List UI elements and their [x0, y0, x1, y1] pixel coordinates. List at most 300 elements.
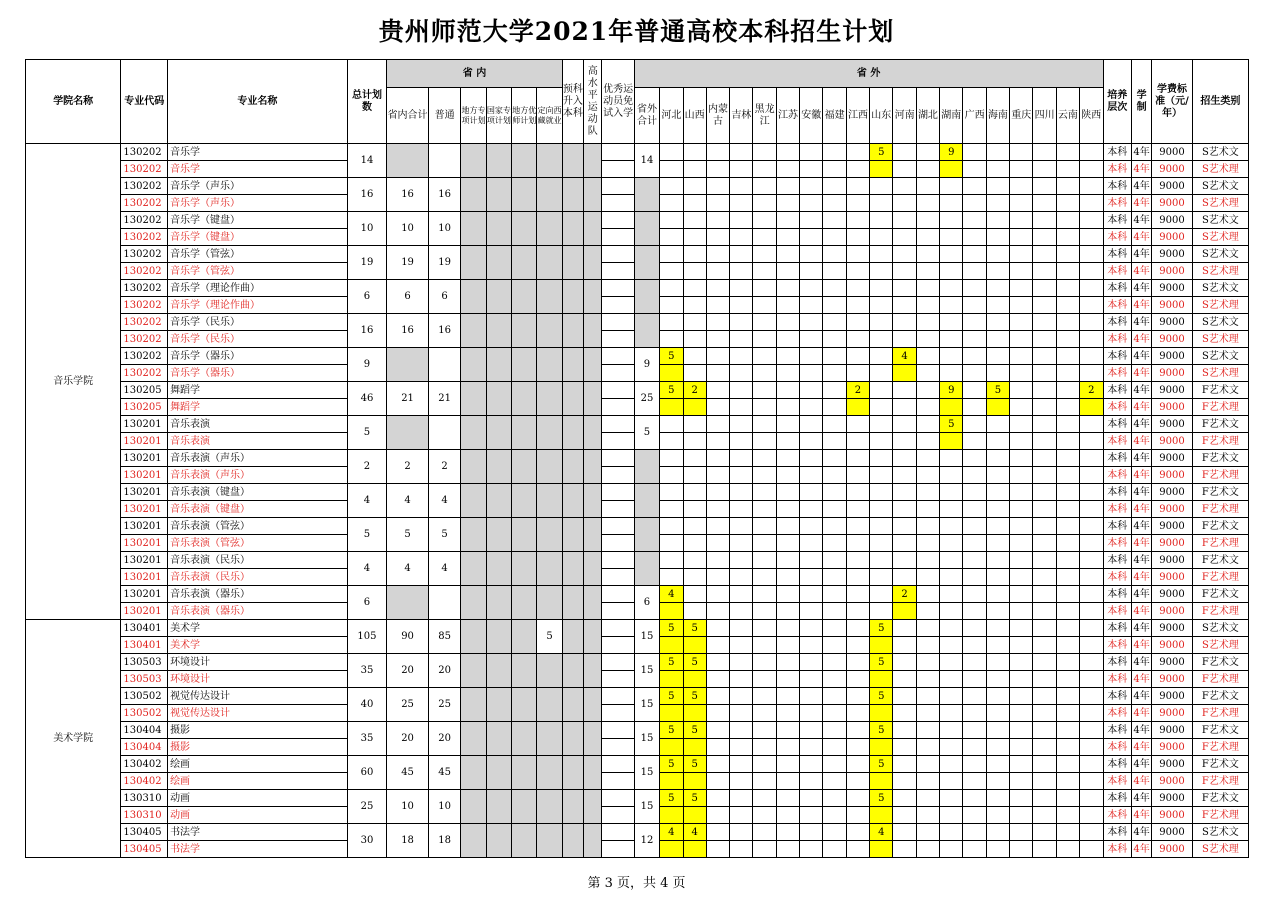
province-plan [660, 161, 683, 178]
fee: 9000 [1152, 467, 1193, 484]
province-plan [916, 178, 939, 195]
out-province-total [634, 484, 659, 518]
province-plan [940, 433, 963, 450]
province-plan [986, 722, 1009, 739]
header-province: 内蒙古 [706, 88, 729, 144]
plan-local-excellent [512, 620, 537, 654]
province-plan [776, 331, 799, 348]
province-plan [870, 246, 893, 263]
total-plan: 14 [347, 144, 387, 178]
years: 4年 [1131, 331, 1151, 348]
header-province: 安徽 [800, 88, 823, 144]
athlete-plan [602, 586, 634, 603]
athlete-plan [602, 314, 634, 331]
years: 4年 [1131, 705, 1151, 722]
province-plan [776, 739, 799, 756]
province-plan [683, 314, 706, 331]
province-plan [963, 688, 986, 705]
province-plan [1010, 569, 1033, 586]
province-plan [776, 790, 799, 807]
normal-plan: 2 [428, 450, 460, 484]
plan-local-special [461, 416, 486, 450]
athlete-plan [602, 467, 634, 484]
province-plan [1080, 348, 1103, 365]
province-plan [893, 773, 916, 790]
major-name: 音乐学（理论作曲） [168, 297, 348, 314]
province-plan [706, 246, 729, 263]
plan-local-excellent [512, 552, 537, 586]
out-province-total: 15 [634, 722, 659, 756]
province-plan [846, 348, 869, 365]
province-plan [800, 161, 823, 178]
province-plan [963, 314, 986, 331]
prep-plan [562, 246, 583, 280]
level: 本科 [1103, 314, 1131, 331]
province-plan [683, 297, 706, 314]
province-plan [916, 756, 939, 773]
province-plan [1080, 688, 1103, 705]
province-plan [916, 637, 939, 654]
province-plan [1056, 314, 1079, 331]
province-plan [1033, 722, 1056, 739]
province-plan [776, 484, 799, 501]
level: 本科 [1103, 467, 1131, 484]
high-team-plan [584, 212, 602, 246]
fee: 9000 [1152, 807, 1193, 824]
province-plan [823, 620, 846, 637]
years: 4年 [1131, 382, 1151, 399]
province-plan [683, 467, 706, 484]
province-plan [706, 178, 729, 195]
province-plan [1010, 824, 1033, 841]
province-plan [660, 773, 683, 790]
normal-plan: 10 [428, 212, 460, 246]
province-plan [730, 229, 753, 246]
province-plan [706, 314, 729, 331]
major-code: 130201 [121, 518, 168, 535]
plan-local-excellent [512, 688, 537, 722]
total-plan: 105 [347, 620, 387, 654]
level: 本科 [1103, 824, 1131, 841]
province-plan [800, 688, 823, 705]
years: 4年 [1131, 263, 1151, 280]
province-plan [916, 807, 939, 824]
category: F艺术文 [1192, 654, 1248, 671]
province-plan [870, 297, 893, 314]
province-plan [916, 433, 939, 450]
province-plan [846, 246, 869, 263]
province-plan [823, 569, 846, 586]
province-plan [1010, 212, 1033, 229]
province-plan [916, 348, 939, 365]
province-plan [1080, 739, 1103, 756]
prep-plan [562, 314, 583, 348]
province-plan [846, 484, 869, 501]
total-plan: 25 [347, 790, 387, 824]
province-plan [870, 212, 893, 229]
province-plan [940, 620, 963, 637]
major-name: 音乐表演（器乐） [168, 603, 348, 620]
plan-local-special [461, 382, 486, 416]
major-name: 音乐学（民乐） [168, 331, 348, 348]
category: S艺术理 [1192, 263, 1248, 280]
province-plan [1033, 246, 1056, 263]
province-plan [800, 450, 823, 467]
province-plan [870, 484, 893, 501]
plan-local-special [461, 688, 486, 722]
province-plan [846, 297, 869, 314]
province-plan [1056, 603, 1079, 620]
athlete-plan [602, 195, 634, 212]
province-plan [846, 433, 869, 450]
header-fee: 学费标准（元/年） [1152, 60, 1193, 144]
province-plan [753, 348, 776, 365]
in-province-total [387, 416, 429, 450]
level: 本科 [1103, 399, 1131, 416]
level: 本科 [1103, 807, 1131, 824]
province-plan [1056, 467, 1079, 484]
province-plan [800, 297, 823, 314]
province-plan [730, 365, 753, 382]
province-plan [730, 688, 753, 705]
high-team-plan [584, 688, 602, 722]
total-plan: 9 [347, 348, 387, 382]
province-plan [916, 144, 939, 161]
major-code: 130202 [121, 229, 168, 246]
province-plan [683, 603, 706, 620]
province-plan [660, 603, 683, 620]
province-plan: 2 [1080, 382, 1103, 399]
province-plan [986, 739, 1009, 756]
province-plan [706, 365, 729, 382]
level: 本科 [1103, 552, 1131, 569]
normal-plan: 16 [428, 314, 460, 348]
province-plan [1033, 518, 1056, 535]
major-name: 音乐表演（民乐） [168, 552, 348, 569]
header-out-province: 省 外 [634, 60, 1103, 88]
years: 4年 [1131, 178, 1151, 195]
province-plan [940, 705, 963, 722]
province-plan [916, 552, 939, 569]
years: 4年 [1131, 620, 1151, 637]
province-plan [1033, 586, 1056, 603]
years: 4年 [1131, 365, 1151, 382]
fee: 9000 [1152, 348, 1193, 365]
table-row [26, 722, 1249, 739]
major-code: 130201 [121, 433, 168, 450]
total-plan: 35 [347, 654, 387, 688]
province-plan [1056, 807, 1079, 824]
province-plan [986, 552, 1009, 569]
province-plan [846, 790, 869, 807]
province-plan [986, 348, 1009, 365]
province-plan [963, 348, 986, 365]
province-plan [683, 501, 706, 518]
province-plan [823, 416, 846, 433]
plan-tibet [537, 212, 562, 246]
years: 4年 [1131, 348, 1151, 365]
province-plan [916, 535, 939, 552]
athlete-plan [602, 807, 634, 824]
province-plan [893, 212, 916, 229]
fee: 9000 [1152, 450, 1193, 467]
province-plan [730, 263, 753, 280]
province-plan [823, 552, 846, 569]
province-plan [683, 178, 706, 195]
table-row [26, 144, 1249, 161]
province-plan [1056, 790, 1079, 807]
province-plan [823, 365, 846, 382]
province-plan [1080, 841, 1103, 858]
province-plan [1033, 212, 1056, 229]
province-plan [1056, 688, 1079, 705]
province-plan [683, 450, 706, 467]
province-plan [1080, 654, 1103, 671]
province-plan [683, 416, 706, 433]
major-code: 130405 [121, 824, 168, 841]
province-plan: 9 [940, 382, 963, 399]
major-name: 舞蹈学 [168, 399, 348, 416]
major-code: 130503 [121, 671, 168, 688]
major-code: 130201 [121, 586, 168, 603]
province-plan [660, 416, 683, 433]
province-plan [1033, 671, 1056, 688]
table-row [26, 450, 1249, 467]
province-plan [823, 518, 846, 535]
province-plan [706, 654, 729, 671]
high-team-plan [584, 552, 602, 586]
province-plan [940, 841, 963, 858]
in-province-total: 10 [387, 212, 429, 246]
province-plan [893, 824, 916, 841]
province-plan [1033, 348, 1056, 365]
province-plan [660, 739, 683, 756]
province-plan [753, 756, 776, 773]
athlete-plan [602, 501, 634, 518]
out-province-total: 15 [634, 620, 659, 654]
page-footer: 第 3 页，共 4 页 [587, 876, 686, 891]
province-plan [916, 841, 939, 858]
province-plan [1056, 756, 1079, 773]
province-plan [1056, 484, 1079, 501]
major-name: 舞蹈学 [168, 382, 348, 399]
years: 4年 [1131, 824, 1151, 841]
major-name: 音乐表演（声乐） [168, 467, 348, 484]
province-plan [940, 569, 963, 586]
major-name: 绘画 [168, 773, 348, 790]
province-plan [730, 467, 753, 484]
category: F艺术理 [1192, 705, 1248, 722]
out-province-total: 25 [634, 382, 659, 416]
fee: 9000 [1152, 263, 1193, 280]
header-major-code: 专业代码 [121, 60, 168, 144]
province-plan [753, 416, 776, 433]
province-plan [730, 841, 753, 858]
province-plan [800, 705, 823, 722]
province-plan [800, 552, 823, 569]
province-plan [916, 569, 939, 586]
province-plan [730, 280, 753, 297]
years: 4年 [1131, 314, 1151, 331]
province-plan [776, 569, 799, 586]
province-plan [870, 807, 893, 824]
province-plan [1056, 161, 1079, 178]
in-province-total: 4 [387, 552, 429, 586]
out-province-total [634, 246, 659, 280]
in-province-total [387, 144, 429, 178]
province-plan [1056, 739, 1079, 756]
province-plan [730, 790, 753, 807]
normal-plan: 45 [428, 756, 460, 790]
plan-tibet [537, 688, 562, 722]
province-plan [1080, 399, 1103, 416]
province-plan [986, 331, 1009, 348]
normal-plan: 19 [428, 246, 460, 280]
normal-plan: 4 [428, 484, 460, 518]
years: 4年 [1131, 739, 1151, 756]
province-plan [963, 807, 986, 824]
plan-local-special [461, 790, 486, 824]
province-plan [986, 603, 1009, 620]
province-plan: 5 [683, 688, 706, 705]
province-plan [800, 348, 823, 365]
level: 本科 [1103, 280, 1131, 297]
province-plan [730, 246, 753, 263]
province-plan: 5 [660, 654, 683, 671]
province-plan [683, 841, 706, 858]
major-code: 130202 [121, 246, 168, 263]
athlete-plan [602, 790, 634, 807]
province-plan [823, 229, 846, 246]
province-plan [870, 365, 893, 382]
province-plan [870, 586, 893, 603]
province-plan [823, 450, 846, 467]
province-plan [800, 314, 823, 331]
province-plan [823, 331, 846, 348]
plan-national-special [486, 382, 511, 416]
normal-plan: 4 [428, 552, 460, 586]
plan-local-excellent [512, 246, 537, 280]
province-plan [823, 144, 846, 161]
province-plan [940, 535, 963, 552]
province-plan [683, 212, 706, 229]
fee: 9000 [1152, 280, 1193, 297]
high-team-plan [584, 280, 602, 314]
province-plan [800, 739, 823, 756]
province-plan: 5 [870, 790, 893, 807]
province-plan [916, 263, 939, 280]
province-plan [986, 314, 1009, 331]
province-plan [660, 433, 683, 450]
province-plan [823, 654, 846, 671]
plan-local-excellent [512, 382, 537, 416]
province-plan [1033, 603, 1056, 620]
major-name: 绘画 [168, 756, 348, 773]
province-plan [776, 399, 799, 416]
in-province-total: 16 [387, 178, 429, 212]
province-plan [800, 484, 823, 501]
province-plan [870, 161, 893, 178]
category: S艺术文 [1192, 212, 1248, 229]
province-plan [846, 671, 869, 688]
plan-local-excellent [512, 144, 537, 178]
province-plan [986, 178, 1009, 195]
province-plan [870, 382, 893, 399]
header-province: 山东 [870, 88, 893, 144]
major-code: 130402 [121, 773, 168, 790]
province-plan [660, 467, 683, 484]
years: 4年 [1131, 246, 1151, 263]
province-plan [683, 484, 706, 501]
major-code: 130401 [121, 637, 168, 654]
major-code: 130201 [121, 535, 168, 552]
category: S艺术理 [1192, 331, 1248, 348]
table-row [26, 178, 1249, 195]
fee: 9000 [1152, 433, 1193, 450]
province-plan [730, 314, 753, 331]
plan-local-excellent [512, 280, 537, 314]
province-plan [753, 705, 776, 722]
province-plan [730, 382, 753, 399]
province-plan [986, 586, 1009, 603]
province-plan [1056, 280, 1079, 297]
province-plan [1080, 195, 1103, 212]
normal-plan: 20 [428, 654, 460, 688]
major-code: 130202 [121, 263, 168, 280]
province-plan [683, 705, 706, 722]
out-province-total: 15 [634, 756, 659, 790]
level: 本科 [1103, 688, 1131, 705]
province-plan [940, 195, 963, 212]
province-plan [776, 280, 799, 297]
table-row [26, 790, 1249, 807]
fee: 9000 [1152, 484, 1193, 501]
province-plan [870, 450, 893, 467]
province-plan [963, 501, 986, 518]
province-plan [963, 450, 986, 467]
province-plan [1080, 535, 1103, 552]
province-plan [776, 824, 799, 841]
province-plan: 4 [683, 824, 706, 841]
category: S艺术文 [1192, 280, 1248, 297]
province-plan [1056, 195, 1079, 212]
province-plan [1080, 229, 1103, 246]
province-plan [1056, 178, 1079, 195]
plan-local-excellent [512, 178, 537, 212]
province-plan [660, 314, 683, 331]
prep-plan [562, 144, 583, 178]
province-plan [753, 501, 776, 518]
normal-plan: 25 [428, 688, 460, 722]
province-plan [1080, 790, 1103, 807]
province-plan [1033, 790, 1056, 807]
province-plan [660, 484, 683, 501]
years: 4年 [1131, 688, 1151, 705]
province-plan [683, 348, 706, 365]
category: S艺术理 [1192, 365, 1248, 382]
province-plan [753, 620, 776, 637]
plan-tibet [537, 178, 562, 212]
province-plan [776, 586, 799, 603]
total-plan: 5 [347, 518, 387, 552]
major-code: 130310 [121, 807, 168, 824]
plan-tibet [537, 416, 562, 450]
province-plan [776, 501, 799, 518]
plan-local-excellent [512, 586, 537, 620]
province-plan: 5 [683, 722, 706, 739]
province-plan [823, 212, 846, 229]
province-plan [940, 484, 963, 501]
